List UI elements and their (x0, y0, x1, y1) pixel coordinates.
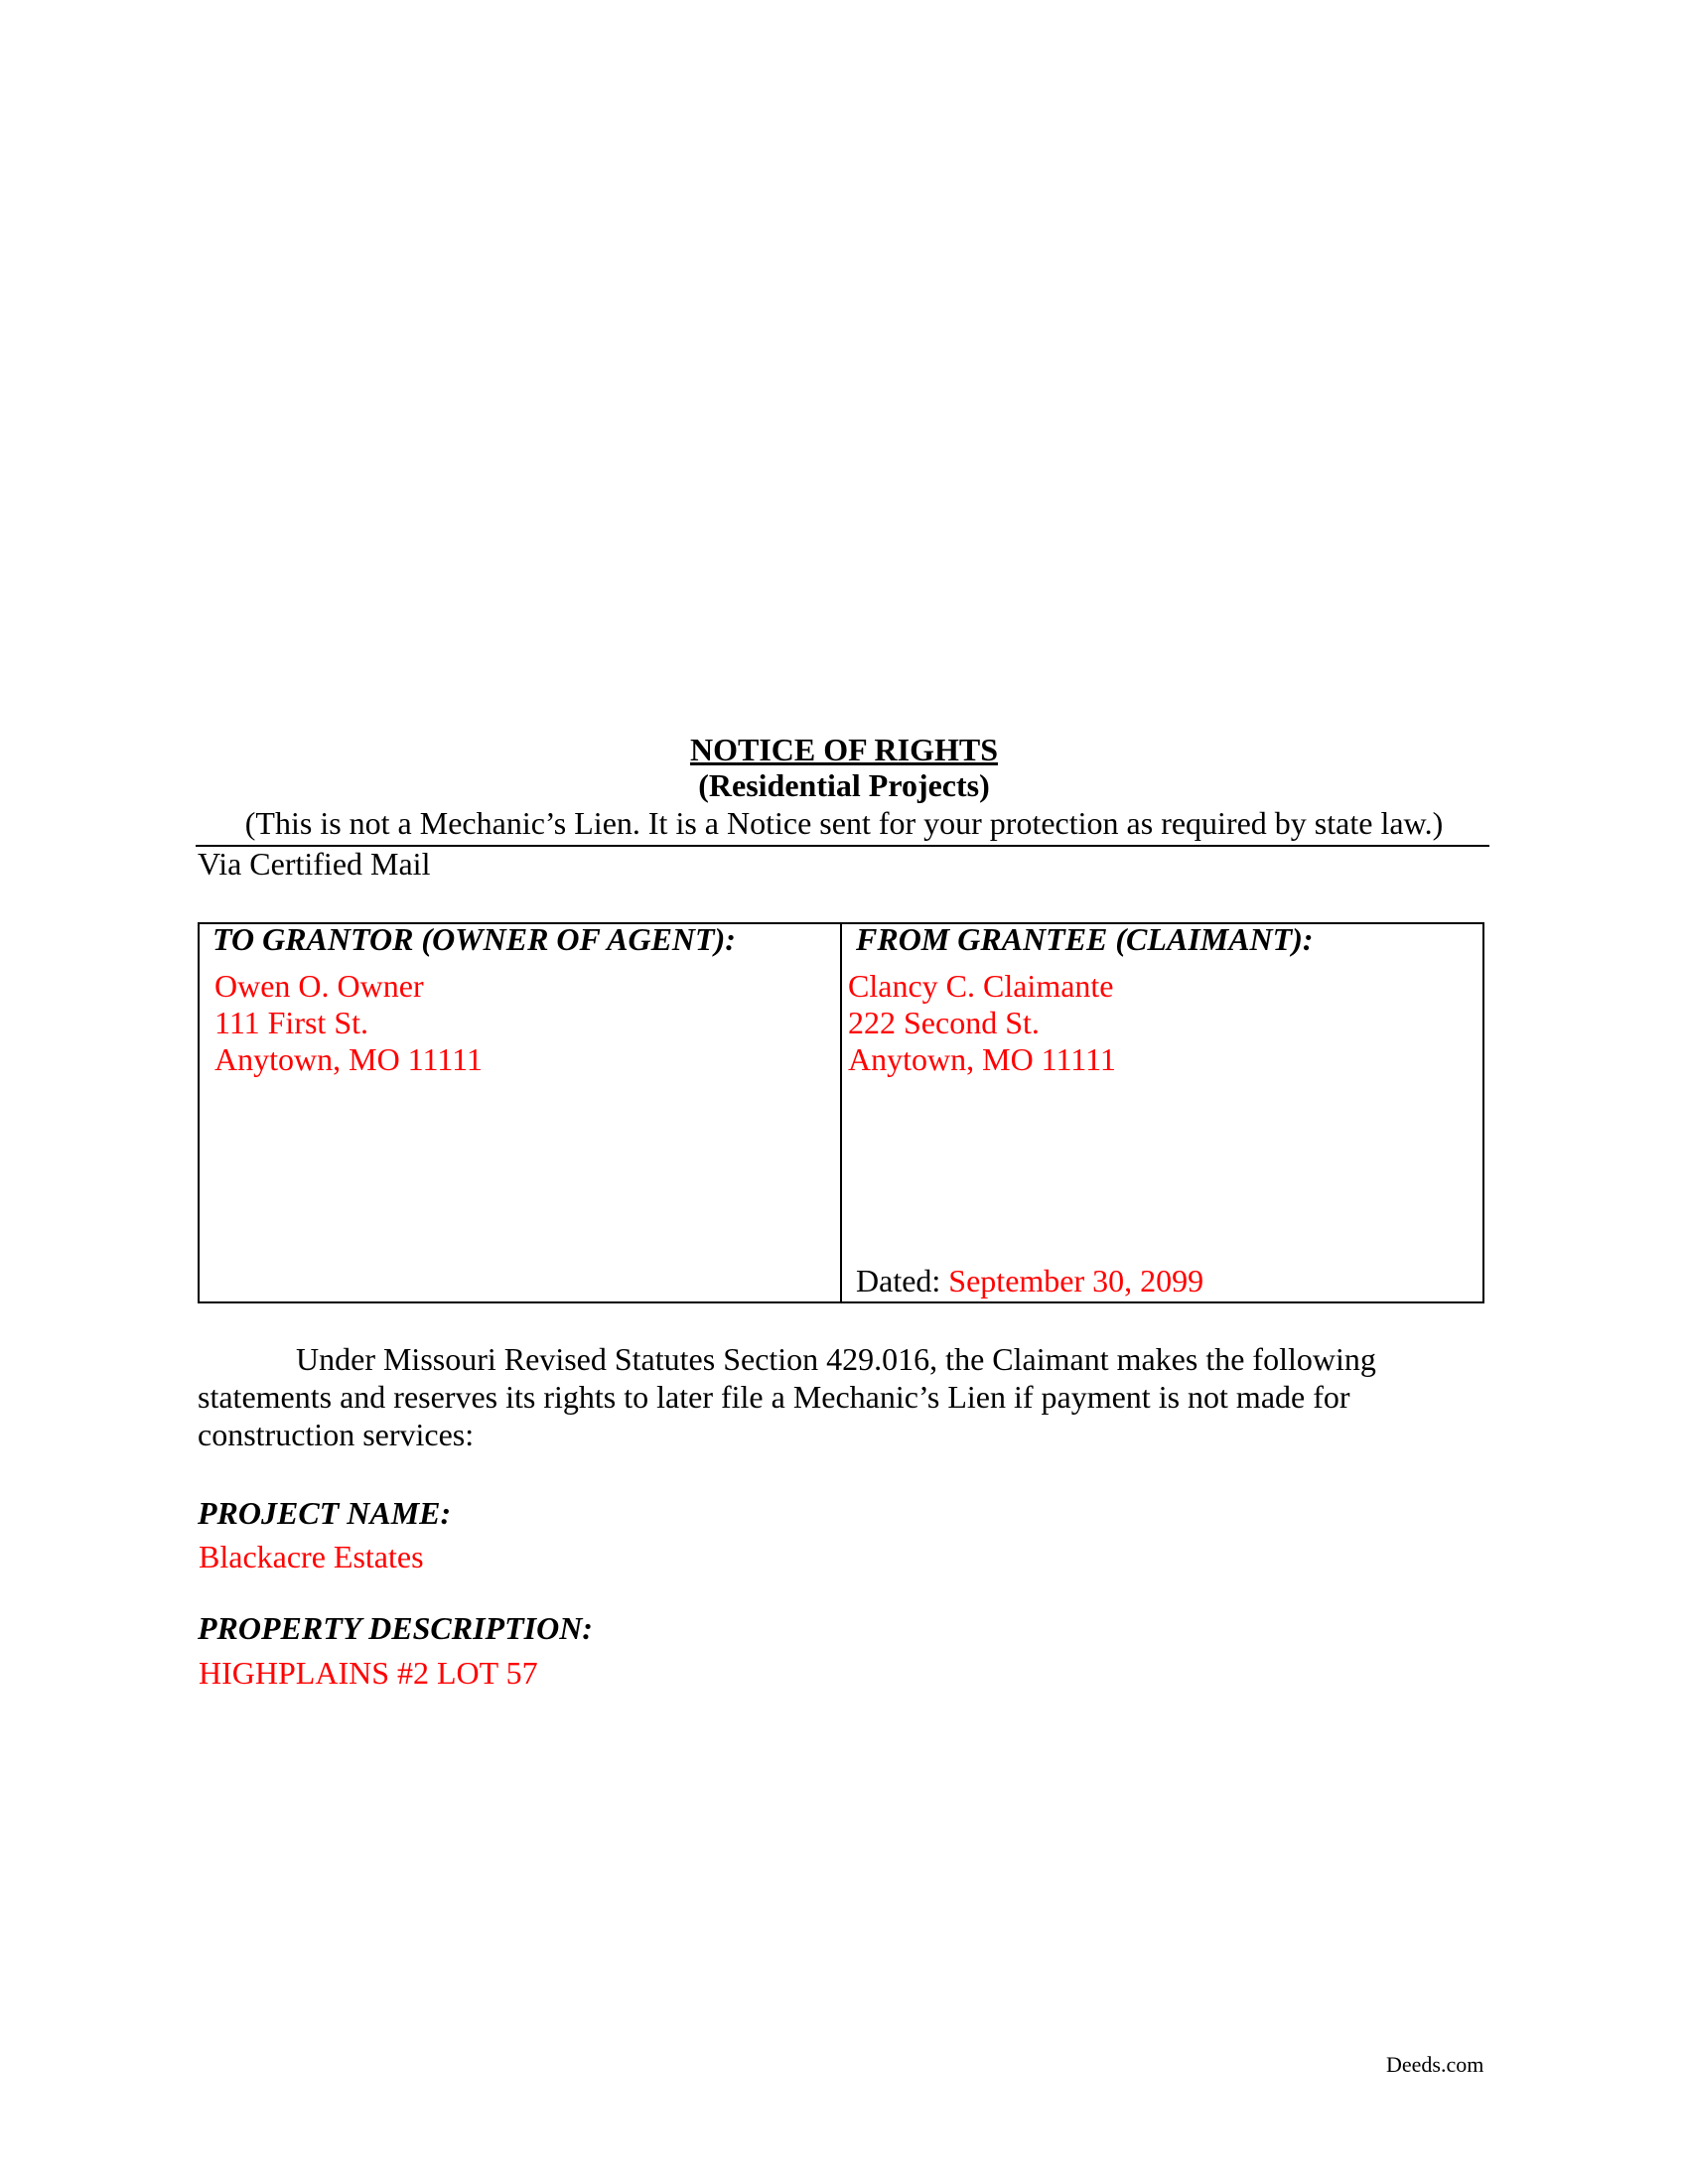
grantor-name: Owen O. Owner (214, 968, 424, 1004)
grantee-name: Clancy C. Claimante (848, 968, 1114, 1004)
grantor-city: Anytown, MO 11111 (214, 1041, 483, 1077)
document-subtitle: (Residential Projects) (698, 767, 990, 803)
footer-brand: Deeds.com (1386, 2052, 1484, 2077)
dated-label: Dated: (856, 1263, 941, 1298)
dated-value: September 30, 2099 (948, 1263, 1204, 1298)
project-name-value: Blackacre Estates (199, 1539, 424, 1574)
document-title: NOTICE OF RIGHTS (690, 732, 998, 767)
statement-paragraph: Under Missouri Revised Statutes Section 429.016, the Claimant makes the following statements and reserves its rights to later file a Mechanic’s Lien if payment is not made for construction services: (198, 1341, 1376, 1452)
property-description-value: HIGHPLAINS #2 LOT 57 (199, 1655, 538, 1691)
property-description-label: PROPERTY DESCRIPTION: (198, 1610, 593, 1646)
grantee-city: Anytown, MO 11111 (848, 1041, 1116, 1077)
delivery-method: Via Certified Mail (198, 846, 431, 882)
disclaimer-text: (This is not a Mechanic’s Lien. It is a Notice sent for your protection as required by state law.) (244, 805, 1444, 841)
grantor-street: 111 First St. (214, 1005, 368, 1040)
parties-divider (840, 922, 842, 1303)
grantor-heading: TO GRANTOR (OWNER OF AGENT): (212, 921, 736, 957)
grantee-heading: FROM GRANTEE (CLAIMANT): (856, 921, 1314, 957)
grantee-street: 222 Second St. (848, 1005, 1040, 1040)
project-name-label: PROJECT NAME: (198, 1495, 452, 1531)
dated-row (856, 1263, 1203, 1299)
